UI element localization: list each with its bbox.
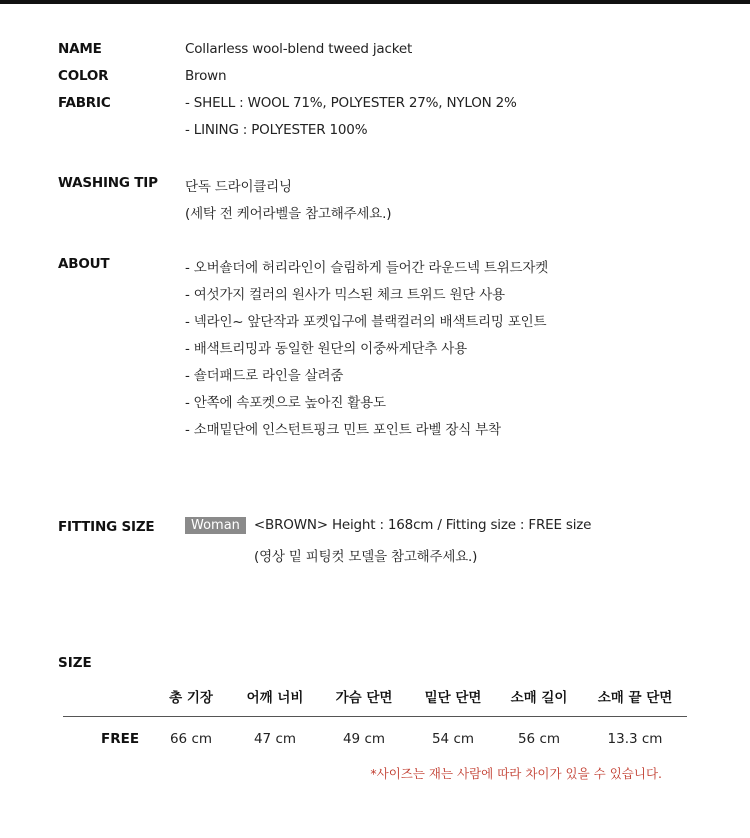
size-header-total-length: 총 기장 xyxy=(169,690,213,706)
size-value-sleeve-end: 13.3 cm xyxy=(607,731,663,747)
size-value-shoulder: 47 cm xyxy=(253,731,297,747)
size-table-divider xyxy=(63,716,687,717)
size-value-sleeve-length: 56 cm xyxy=(517,731,561,747)
size-header-chest: 가슴 단면 xyxy=(335,690,393,706)
fabric-shell: - SHELL : WOOL 71%, POLYESTER 27%, NYLON 2% xyxy=(185,95,517,111)
size-header-sleeve-end: 소매 끝 단면 xyxy=(597,690,673,706)
color-value: Brown xyxy=(185,68,227,84)
size-header-shoulder: 어깨 너비 xyxy=(246,690,304,706)
size-value-hem: 54 cm xyxy=(431,731,475,747)
about-item: - 여섯가지 컬러의 원사가 믹스된 체크 트위드 원단 사용 xyxy=(185,287,505,303)
about-item: - 오버숄더에 허리라인이 슬림하게 들어간 라운드넥 트위드자켓 xyxy=(185,260,549,276)
about-item: - 배색트리밍과 동일한 원단의 이중싸게단추 사용 xyxy=(185,341,467,357)
size-title: SIZE xyxy=(58,655,92,671)
fitting-label: FITTING SIZE xyxy=(58,519,155,535)
washing-label: WASHING TIP xyxy=(58,175,158,191)
fabric-lining: - LINING : POLYESTER 100% xyxy=(185,122,368,138)
about-item: - 소매밑단에 인스턴트핑크 민트 포인트 라벨 장식 부착 xyxy=(185,422,501,438)
color-label: COLOR xyxy=(58,68,109,84)
about-item: - 안쪽에 속포켓으로 높아진 활용도 xyxy=(185,395,386,411)
name-label: NAME xyxy=(58,41,102,57)
washing-line-1: 단독 드라이클리닝 xyxy=(185,179,292,195)
size-value-chest: 49 cm xyxy=(342,731,386,747)
fabric-label: FABRIC xyxy=(58,95,111,111)
fitting-line-1 xyxy=(185,517,591,534)
size-value-total-length: 66 cm xyxy=(169,731,213,747)
size-row-label: FREE xyxy=(101,731,140,747)
washing-line-2: (세탁 전 케어라벨을 참고해주세요.) xyxy=(185,206,392,222)
fitting-model-info: <BROWN> Height : 168cm / Fitting size : FREE size xyxy=(253,517,592,533)
top-border xyxy=(0,0,750,4)
about-item: - 숄더패드로 라인을 살려줌 xyxy=(185,368,344,384)
fitting-line-2: (영상 밑 피팅컷 모델을 참고해주세요.) xyxy=(254,549,478,565)
name-value: Collarless wool-blend tweed jacket xyxy=(185,41,413,57)
about-item: - 넥라인~ 앞단작과 포켓입구에 블랙컬러의 배색트리밍 포인트 xyxy=(185,314,547,330)
size-header-hem: 밑단 단면 xyxy=(424,690,482,706)
woman-badge: Woman xyxy=(185,517,246,534)
size-header-sleeve-length: 소매 길이 xyxy=(510,690,568,706)
about-label: ABOUT xyxy=(58,256,110,272)
size-note: *사이즈는 재는 사람에 따라 차이가 있을 수 있습니다. xyxy=(370,766,662,781)
